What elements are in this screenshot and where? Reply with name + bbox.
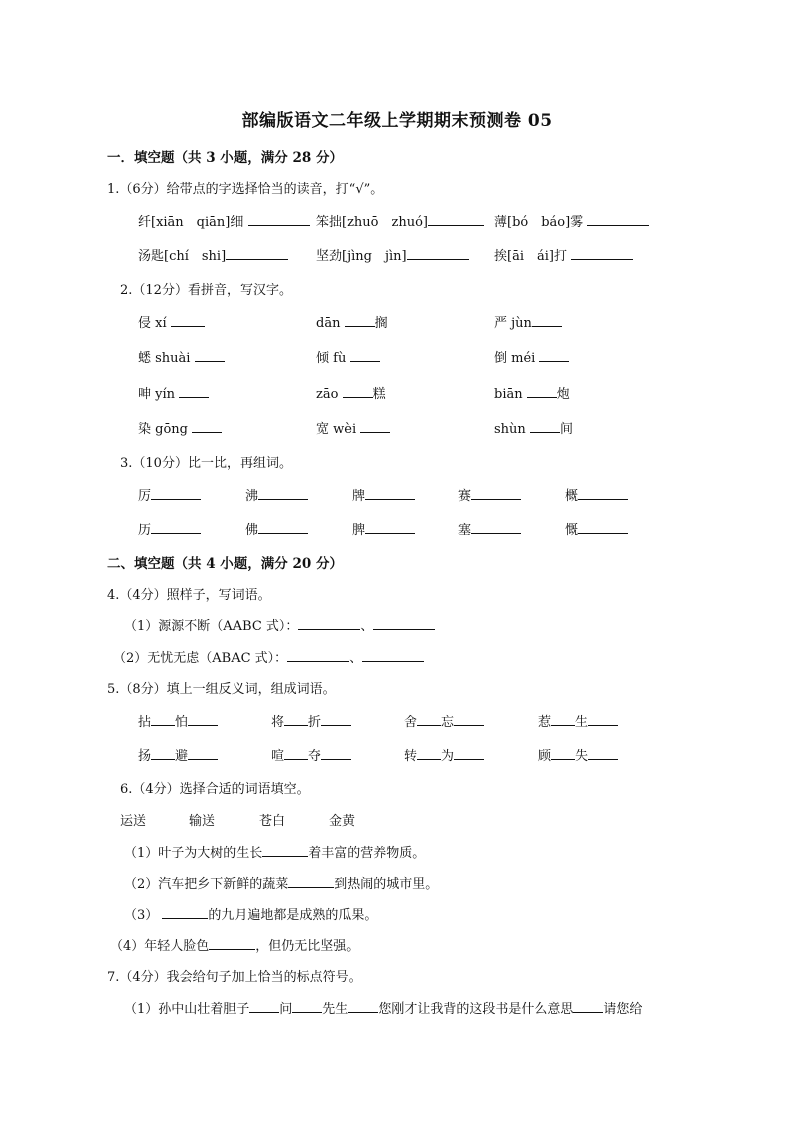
answer-blank[interactable] (578, 486, 628, 500)
answer-blank[interactable] (532, 313, 562, 327)
antonym-item: 顾 失 (538, 745, 618, 764)
answer-blank[interactable] (298, 616, 360, 630)
pinyin-choice-3: 薄[bó báo]雾 (494, 211, 649, 230)
fill-sentence-3: （3） 的九月遍地都是成熟的瓜果。 (124, 904, 377, 923)
answer-blank[interactable] (162, 905, 208, 919)
answer-blank[interactable] (348, 999, 378, 1013)
answer-blank[interactable] (209, 936, 255, 950)
answer-blank[interactable] (195, 348, 225, 362)
compare-char: 历 (138, 519, 201, 538)
section-heading-2: 二、填空题（共 4 小题，满分 20 分） (107, 556, 343, 572)
answer-blank[interactable] (284, 712, 308, 726)
compare-char: 沸 (245, 485, 308, 504)
compare-char: 佛 (245, 519, 308, 538)
pinyin-write-item: 蟋 shuài (138, 347, 225, 366)
answer-blank[interactable] (471, 486, 521, 500)
answer-blank[interactable] (587, 212, 649, 226)
answer-blank[interactable] (151, 486, 201, 500)
pinyin-write-item: 倾 fù (316, 347, 380, 366)
answer-blank[interactable] (530, 419, 560, 433)
pinyin-write-item: zāo 糕 (316, 383, 386, 402)
check-mark-icon: √ (355, 182, 364, 197)
pinyin-write-item: dān 搁 (316, 312, 388, 331)
word-option: 金黄 (329, 814, 356, 829)
answer-blank[interactable] (454, 712, 484, 726)
answer-blank[interactable] (362, 648, 424, 662)
antonym-item: 拈 怕 (138, 711, 218, 730)
compare-char: 慨 (565, 519, 628, 538)
fill-sentence-1: （1）叶子为大树的生长 着丰富的营养物质。 (124, 842, 425, 861)
pinyin-write-item: shùn 间 (494, 418, 573, 437)
page-title: 部编版语文二年级上学期期末预测卷 05 (241, 111, 553, 131)
answer-blank[interactable] (571, 246, 633, 260)
fill-sentence-2: （2）汽车把乡下新鲜的蔬菜 到热闹的城市里。 (124, 873, 438, 892)
compare-char: 赛 (458, 485, 521, 504)
antonym-item: 转 为 (404, 745, 484, 764)
pinyin-choice-6: 挨[āi ái]打 (494, 245, 633, 264)
pinyin-write-item: 严 jùn (494, 312, 562, 331)
answer-blank[interactable] (360, 419, 390, 433)
question-7-stem: 7.（4分）我会给句子加上恰当的标点符号。 (107, 970, 362, 985)
word-option: 苍白 (259, 814, 286, 829)
pinyin-choice-1: 纤[xiān qiān]细 (138, 211, 310, 230)
answer-blank[interactable] (551, 746, 575, 760)
answer-blank[interactable] (258, 520, 308, 534)
answer-blank[interactable] (171, 313, 205, 327)
answer-blank[interactable] (539, 348, 569, 362)
answer-blank[interactable] (262, 843, 308, 857)
question-6-stem: 6.（4分）选择合适的词语填空。 (120, 782, 310, 797)
antonym-item: 喧 夺 (271, 745, 351, 764)
answer-blank[interactable] (287, 648, 349, 662)
answer-blank[interactable] (350, 348, 380, 362)
compare-char: 厉 (138, 485, 201, 504)
answer-blank[interactable] (588, 746, 618, 760)
answer-blank[interactable] (288, 874, 334, 888)
answer-blank[interactable] (151, 746, 175, 760)
answer-blank[interactable] (188, 712, 218, 726)
punctuation-sentence-1: （1）孙中山壮着胆子 问 先生 您刚才让我背的这段书是什么意思 请您给 (124, 998, 642, 1017)
answer-blank[interactable] (258, 486, 308, 500)
question-3-stem: 3.（10分）比一比，再组词。 (120, 456, 292, 471)
answer-blank[interactable] (407, 246, 469, 260)
pinyin-choice-4: 汤匙[chí shi] (138, 245, 288, 264)
answer-blank[interactable] (417, 712, 441, 726)
compare-char: 牌 (352, 485, 415, 504)
word-option: 运送 (120, 814, 147, 829)
antonym-item: 扬 避 (138, 745, 218, 764)
answer-blank[interactable] (428, 212, 484, 226)
question-4-stem: 4.（4分）照样子，写词语。 (107, 588, 271, 603)
pinyin-write-item: biān 炮 (494, 383, 570, 402)
answer-blank[interactable] (151, 520, 201, 534)
compare-char: 脾 (352, 519, 415, 538)
compare-char: 塞 (458, 519, 521, 538)
pinyin-write-item: 倒 méi (494, 347, 569, 366)
answer-blank[interactable] (192, 419, 222, 433)
answer-blank[interactable] (417, 746, 441, 760)
section-heading-1: 一．填空题（共 3 小题，满分 28 分） (107, 150, 343, 166)
antonym-item: 舍 忘 (404, 711, 484, 730)
answer-blank[interactable] (573, 999, 603, 1013)
fill-sentence-4: （4）年轻人脸色 ，但仍无比坚强。 (110, 935, 359, 954)
compare-char: 概 (565, 485, 628, 504)
pinyin-choice-5: 坚劲[jìng jìn] (316, 245, 469, 264)
answer-blank[interactable] (321, 746, 351, 760)
answer-blank[interactable] (365, 520, 415, 534)
answer-blank[interactable] (578, 520, 628, 534)
question-5-stem: 5.（8分）填上一组反义词，组成词语。 (107, 682, 336, 697)
answer-blank[interactable] (345, 313, 375, 327)
pinyin-choice-2: 笨拙[zhuō zhuó] (316, 211, 484, 230)
question-4-sub-1: （1）源源不断（AABC 式）： 、 (124, 615, 435, 634)
pinyin-write-item: 呻 yín (138, 383, 209, 402)
question-4-sub-2: （2）无忧无虑（ABAC 式）： 、 (113, 647, 424, 666)
antonym-item: 将 折 (271, 711, 351, 730)
pinyin-write-item: 染 gōng (138, 418, 222, 437)
question-2-stem: 2.（12分）看拼音，写汉字。 (120, 283, 292, 298)
antonym-item: 惹 生 (538, 711, 618, 730)
answer-blank[interactable] (588, 712, 618, 726)
answer-blank[interactable] (527, 384, 557, 398)
answer-blank[interactable] (365, 486, 415, 500)
pinyin-write-item: 侵 xí (138, 312, 205, 331)
word-option: 输送 (189, 814, 216, 829)
answer-blank[interactable] (179, 384, 209, 398)
answer-blank[interactable] (373, 616, 435, 630)
answer-blank[interactable] (454, 746, 484, 760)
answer-blank[interactable] (284, 746, 308, 760)
answer-blank[interactable] (151, 712, 175, 726)
answer-blank[interactable] (249, 999, 279, 1013)
answer-blank[interactable] (321, 712, 351, 726)
answer-blank[interactable] (292, 999, 322, 1013)
answer-blank[interactable] (551, 712, 575, 726)
answer-blank[interactable] (248, 212, 310, 226)
answer-blank[interactable] (188, 746, 218, 760)
answer-blank[interactable] (226, 246, 288, 260)
question-1-stem: 1.（6分）给带点的字选择恰当的读音，打“√”。 (107, 182, 384, 197)
pinyin-write-item: 宽 wèi (316, 418, 390, 437)
answer-blank[interactable] (471, 520, 521, 534)
answer-blank[interactable] (343, 384, 373, 398)
